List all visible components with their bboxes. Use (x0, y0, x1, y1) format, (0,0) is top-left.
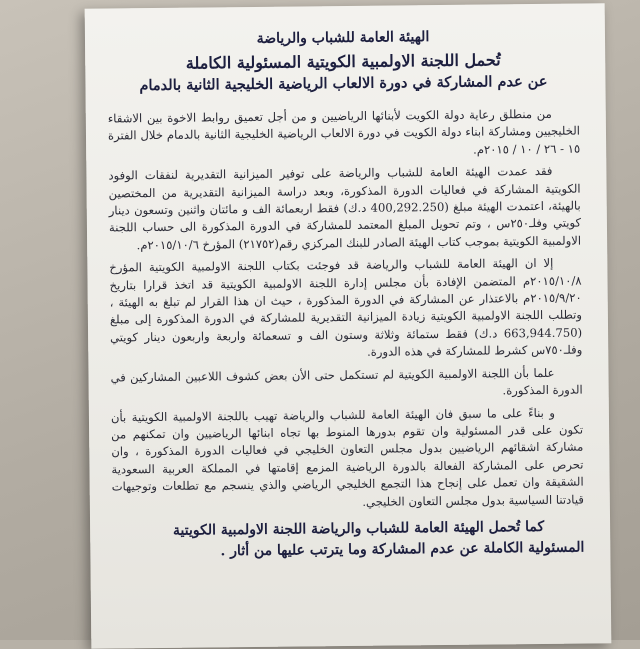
statement-body (108, 106, 584, 514)
sub-headline: عن عدم المشاركة في دورة الالعاب الرياضية الخليجية الثانية بالدمام (139, 72, 548, 95)
paragraph-lists: علما بأن اللجنة الاولمبية الكويتية لم تستكمل حتى الأن بعض كشوف اللاعبين المشاركين في الدورة المذكورة. (110, 365, 583, 398)
paragraph-surprise: إلا ان الهيئة العامة للشباب والرياضة قد فوجئت بكتاب اللجنة الاولمبية الكويتية المؤرخ ٢٠١٥/١٠/٨م المتضمن الإفادة بأن مجلس إدارة اللجنة الاولمبية الكويتية قد اتخذ قرارا بتاريخ ٢٠١٥/٩/٢٠م بالاعتذار عن المشاركة في الدورة المذكورة ، حيث ان هذا القرار لم تبلغ به الهيئة ، وتطلب اللجنة الاولمبية الكويتية زيادة الميزانية التقديرية للمشاركة في الدورة المذكورة إلى مبلغ (663,944.750 د.ك) فقط ستمائة وثلاثة وستون الف و تسعمائة واربعة واربعون دينار كويتي وفلـ٧٥٠س كشرط للمشاركة في هذه الدورة. (109, 256, 583, 360)
closing-statement (112, 516, 584, 563)
issuer-title: الهيئة العامة للشباب والرياضة (256, 29, 430, 47)
paragraph-budget: فقد عمدت الهيئة العامة للشباب والرياضة على توفير الميزانية التقديرية لنفقات الوفود الكويتية المشاركة في فعاليات الدورة المذكورة، وبعد دراسة الميزانية التقديرية من المختصين بالهيئة، اعتمدت الهيئة مبلغ (400,292.250 د.ك) فقط اربعمائة الف و مائتان واثنين وتسعون دينار كويتي وفلـ٢٥٠س ، وتم تحويل المبلغ المعتمد للمشاركة في الدورة المذكورة الى حساب اللجنة الاولمبية الكويتية بموجب كتاب الهيئة الصادر للبنك المركزي رقم(٢١٧٥٢) المؤرخ ٢٠١٥/١٠/٦م. (108, 164, 582, 253)
paragraph-appeal: و بناءً على ما سبق فان الهيئة العامة للشباب والرياضة تهيب باللجنة الاولمبية الكويتية بأن تكون على قدر المسئولية وان تقوم بدورها المنوط بها تجاه ابنائها الرياضيين وان تمكنهم من مشاركة اشقائهم الرياضيين بدول مجلس التعاون الخليجي في فعاليات الدورة المذكورة ، وان تحرص على المشاركة الفعالة بالدورة الرياضية المزمع إقامتها في المملكة العربية السعودية الشقيقة وان تعمل على إنجاح هذا التجمع الخليجي الرياضي والذي ينسجم مع تطلعات وتوجيهات قيادتنا السياسية بدول مجلس التعاون الخليجي. (110, 405, 584, 509)
paragraph-intro: من منطلق رعاية دولة الكويت لأبنائها الرياضيين و من أجل تعميق روابط الاخوة بين الاشقاء الخليجيين ومشاركة ابناء دولة الكويت في دورة الالعاب الرياضية الخليجية الثانية بالدمام خلال الفترة ١٥ - ٢٦ / ١٠ / ٢٠١٥م. (107, 106, 581, 157)
closing-text: كما تُحمل الهيئة العامة للشباب والرياضة اللجنة الاولمبية الكويتية المسئولية الكاملة عن عدم المشاركة وما يترتب عليها من أثار . (172, 518, 585, 560)
headline: تُحمل اللجنة الاولمبية الكويتية المسئولية الكاملة (185, 50, 501, 73)
document-sheet (85, 3, 612, 648)
